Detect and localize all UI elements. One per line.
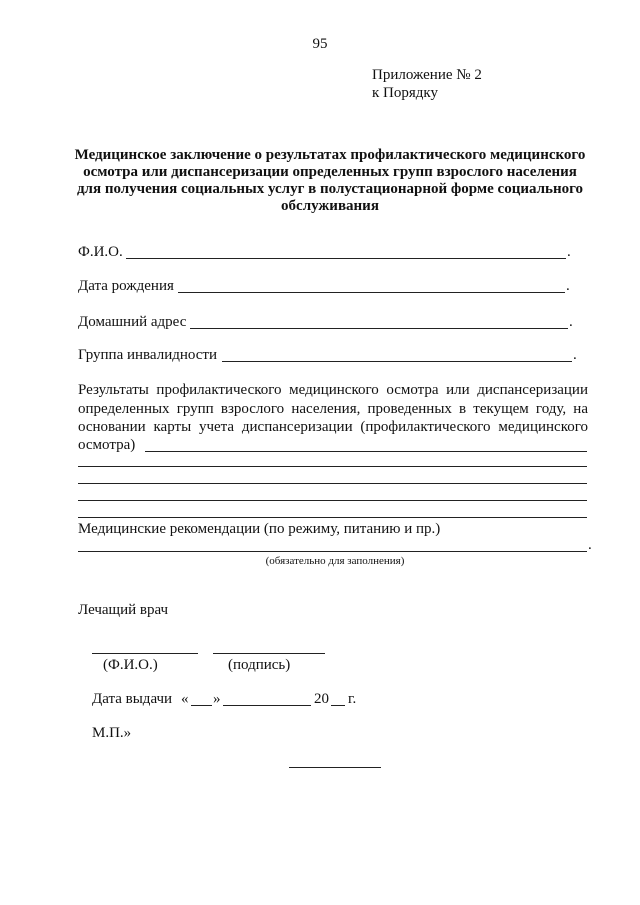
issue-year-prefix: 20 [314,691,329,707]
recommendations-note: (обязательно для заполнения) [265,555,405,567]
disability-field[interactable] [222,361,572,362]
issue-year-field[interactable] [331,705,345,706]
doctor-fio-caption: (Ф.И.О.) [103,657,158,673]
results-line3: основании карты учета диспансеризации (профилактического медицинского [78,419,588,435]
address-period: . [569,314,573,330]
results-line4: осмотра) [78,437,136,453]
birth-date-field[interactable] [178,292,565,293]
birth-date-period: . [566,278,570,294]
fio-field[interactable] [126,258,566,259]
disability-label: Группа инвалидности [78,347,218,363]
results-line1: Результаты профилактического медицинского осмотра или диспансеризации [78,382,588,398]
results-field-line2[interactable] [78,466,587,467]
doctor-signature-caption: (подпись) [228,657,291,673]
address-label: Домашний адрес [78,314,187,330]
recommendations-field[interactable] [78,551,587,552]
results-field-line5[interactable] [78,517,587,518]
issue-month-field[interactable] [223,705,311,706]
results-line2: определенных групп взрослого населения, проведенных в текущем году, на [78,401,588,417]
stamp-label: М.П.» [92,725,132,741]
results-field-line4[interactable] [78,500,587,501]
issue-date-label: Дата выдачи [92,691,173,707]
fio-label: Ф.И.О. [78,244,123,260]
doctor-label: Лечащий врач [78,602,169,618]
title-line3: для получения социальных услуг в полустационарной форме социального [76,181,584,197]
results-field-line1[interactable] [145,451,587,452]
closing-divider [289,767,381,768]
title-line1: Медицинское заключение о результатах профилактического медицинского [74,147,586,163]
title-line2: осмотра или диспансеризации определенных групп взрослого населения [83,164,577,180]
issue-open-quote: « [181,691,189,707]
recommendations-label: Медицинские рекомендации (по режиму, питанию и пр.) [78,521,441,537]
doctor-fio-field[interactable] [92,653,198,654]
issue-year-suffix: г. [348,691,357,707]
address-field[interactable] [190,328,568,329]
title-line4: обслуживания [281,198,379,214]
page-number: 95 [312,36,328,52]
disability-period: . [573,347,577,363]
issue-close-quote: » [213,691,221,707]
birth-date-label: Дата рождения [78,278,174,294]
appendix-line1: Приложение № 2 [372,67,482,83]
recommendations-period: . [588,537,592,553]
issue-day-field[interactable] [191,705,212,706]
results-field-line3[interactable] [78,483,587,484]
fio-period: . [567,244,571,260]
doctor-signature-field[interactable] [213,653,325,654]
appendix-line2: к Порядку [372,85,438,101]
